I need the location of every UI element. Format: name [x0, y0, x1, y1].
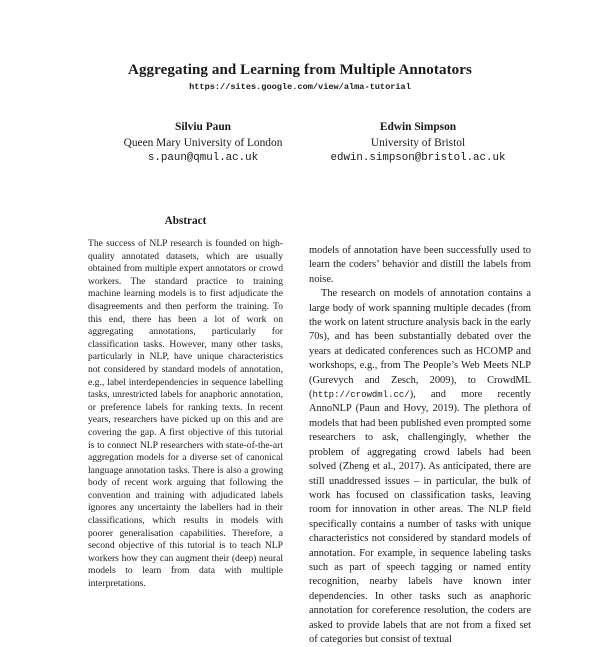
- paper-title: Aggregating and Learning from Multiple Annotators: [128, 62, 472, 78]
- intro-paragraph-1: models of annotation have been successfully used to learn the coders’ behavior and distill the labels from noise.: [309, 245, 531, 285]
- abstract-heading: Abstract: [164, 215, 207, 227]
- author-affiliation: University of Bristol: [370, 136, 466, 149]
- author-name: Edwin Simpson: [379, 121, 457, 133]
- author-name: Silviu Paun: [174, 121, 232, 133]
- intro-paragraph-2-part-b: ), and more recently AnnoNLP (Paun and Hovy, 2019). The plethora of models that had been published even prompted some researchers to ask, challengingly, whether the problem of aggregating crowd labels had been solved (Zheng et al., 2017). As anticipated, there are still unaddressed issues – in particular, the bulk of work has focused on classification tasks, leaving room for innovation in other areas. The NLP field specifically contains a number of tasks with unique characteristics not considered by standard models of annotation. For example, in sequence labeling tasks such as part of speech tagging or named entity recognition, nearby labels have known inter dependencies. In other tasks such as anaphoric annotation for coreference resolution, the coders are asked to provide labels that are not from a fixed set of categories but consist of textual: [309, 389, 531, 645]
- introduction-column: [309, 244, 531, 647]
- abstract-text: The success of NLP research is founded on high-quality annotated datasets, which are usually obtained from multiple expert annotators or crowd workers. The standard practice to training machine learning models is to first adjudicate the disagreements and then perform the training. To this end, there has been a lot of work on aggregating annotations, particularly for classification tasks. However, many other tasks, particularly in NLP, have unique characteristics not considered by standard models of annotation, e.g., label interdependencies in sequence labelling tasks, unrestricted labels for anaphoric annotation, or preference labels for ranking texts. In recent years, researchers have picked up on this and are covering the gap. A first objective of this tutorial is to connect NLP researchers with state-of-the-art aggregation models for a diverse set of canonical language annotation tasks. There is also a growing body of recent work arguing that following the convention and training with adjudicated labels ignores any uncertainty the labellers had in their classifications, which results in models with poorer generalisation capabilities. Therefore, a second objective of this tutorial is to teach NLP workers how they can augment their (deep) neural models to learn from data with multiple interpretations.: [88, 238, 283, 590]
- author-block-paun: [83, 120, 323, 167]
- crowdml-url[interactable]: http://crowdml.cc/: [312, 390, 410, 401]
- intro-paragraph-2-part-a: The research on models of annotation contains a large body of work spanning multiple decades (from the work on latent structure analysis back in the early 70s), and has been substantially debated over the years at dedicated conferences such as HCOMP and workshops, e.g., from The People’s Web Meets NLP (Gurevych and Zesch, 2009), to CrowdML (: [309, 288, 531, 401]
- author-email[interactable]: edwin.simpson@bristol.ac.uk: [330, 152, 506, 164]
- author-email[interactable]: s.paun@qmul.ac.uk: [147, 152, 259, 164]
- author-block-simpson: [298, 120, 538, 167]
- author-affiliation: Queen Mary University of London: [123, 136, 283, 149]
- tutorial-url[interactable]: https://sites.google.com/view/alma-tutorial: [189, 82, 411, 92]
- intro-paragraph-2: [309, 287, 531, 647]
